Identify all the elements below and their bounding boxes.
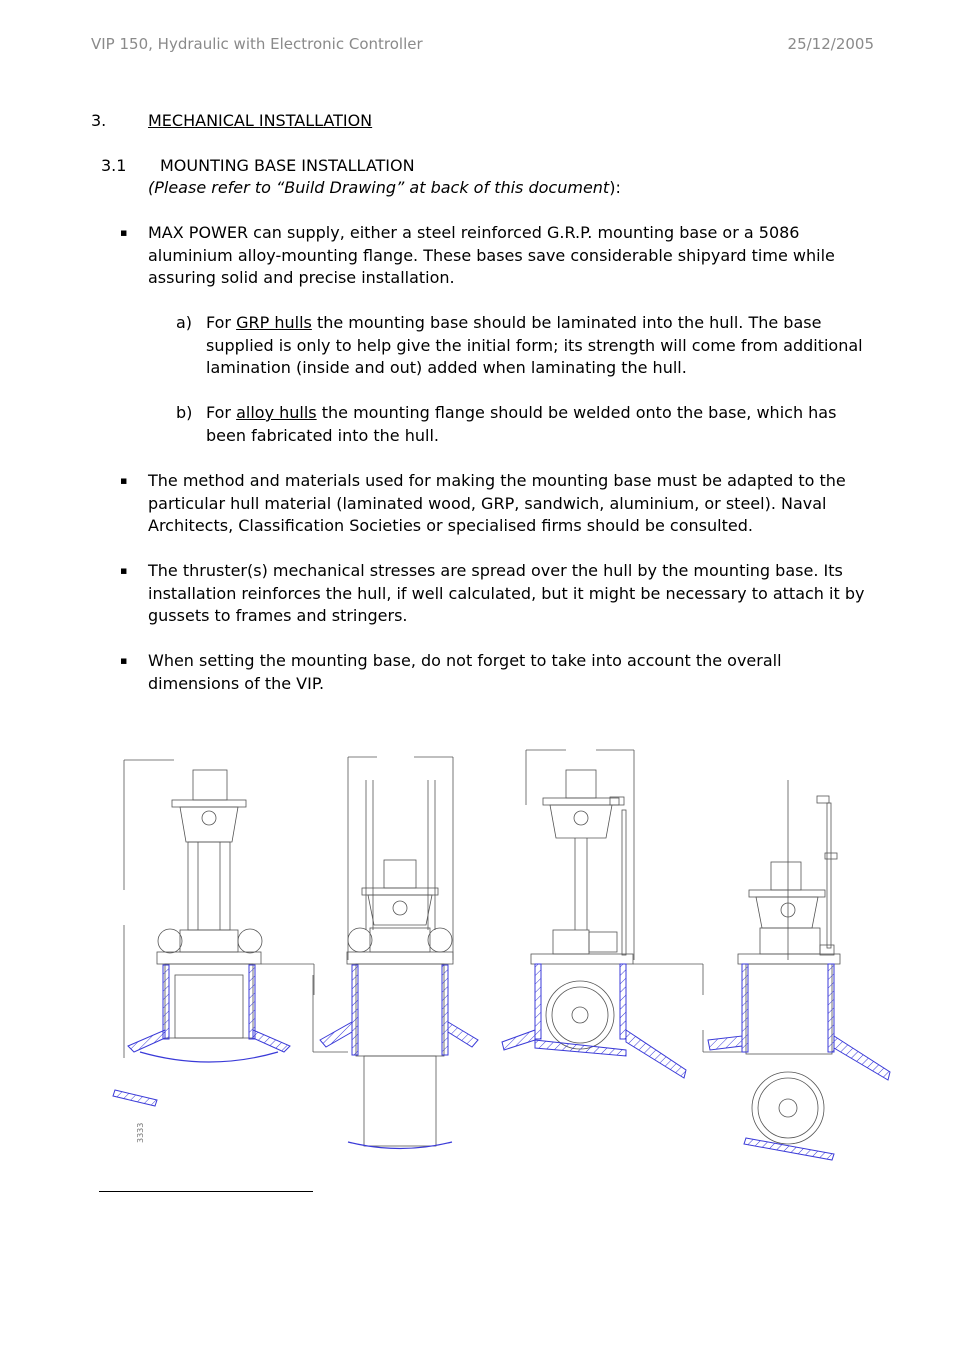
footnote-separator: [99, 1191, 313, 1192]
bullet-marker: ▪: [120, 474, 128, 487]
section-title: MECHANICAL INSTALLATION: [148, 111, 373, 130]
header-date: 25/12/2005: [787, 35, 874, 53]
bullet-marker: ▪: [120, 654, 128, 667]
subsection-title: MOUNTING BASE INSTALLATION: [160, 156, 415, 175]
text-line: The thruster(s) mechanical stresses are spread over the hull by the mounting base. Its: [148, 561, 843, 580]
drawing-label: 3333: [136, 1122, 145, 1143]
text-fragment: the mounting flange should be welded onto the base, which has: [316, 403, 837, 422]
thruster-view-4: [703, 780, 840, 1144]
alloy-hulls-term: alloy hulls: [236, 403, 317, 422]
item-label: b): [176, 403, 193, 422]
subsection-number: 3.1: [101, 156, 127, 175]
text-line: When setting the mounting base, do not forget to take into account the overall: [148, 651, 782, 670]
text-line: MAX POWER can supply, either a steel reinforced G.R.P. mounting base or a 5086: [148, 223, 800, 242]
thruster-view-2: [313, 757, 453, 1146]
item-label: a): [176, 313, 193, 332]
text-line: installation reinforces the hull, if well calculated, but it might be necessary to attach it by: [148, 583, 865, 603]
text-line: assuring solid and precise installation.: [148, 268, 455, 288]
text-line: lamination (inside and out) added when laminating the hull.: [206, 358, 687, 378]
bullet-marker: ▪: [120, 226, 128, 239]
thruster-view-1: [124, 760, 314, 1058]
subsection-note-text: (Please refer to “Build Drawing” at back of this document: [148, 178, 610, 197]
text-line: been fabricated into the hull.: [206, 425, 439, 445]
text-fragment: For: [206, 313, 237, 332]
text-fragment: the mounting base should be laminated into the hull. The base: [311, 313, 822, 332]
subsection-note-close: ):: [609, 178, 621, 197]
grp-hulls-term: GRP hulls: [236, 313, 312, 332]
text-line: gussets to frames and stringers.: [148, 606, 408, 626]
text-line: aluminium alloy-mounting flange. These bases save considerable shipyard time while: [148, 245, 835, 265]
text-line: dimensions of the VIP.: [148, 673, 325, 693]
text-line: supplied is only to help give the initial form; its strength will come from additional: [206, 335, 863, 355]
text-line: particular hull material (laminated wood, GRP, sandwich, aluminium, or steel). Naval: [148, 493, 827, 513]
text-line: Architects, Classification Societies or specialised firms should be consulted.: [148, 516, 753, 536]
text-fragment: For: [206, 403, 237, 422]
thruster-view-3: [526, 750, 703, 1049]
text-line: The method and materials used for making the mounting base must be adapted to the: [148, 471, 846, 490]
header-title: VIP 150, Hydraulic with Electronic Controller: [91, 35, 423, 53]
bullet-marker: ▪: [120, 564, 128, 577]
section-number: 3.: [91, 111, 107, 130]
